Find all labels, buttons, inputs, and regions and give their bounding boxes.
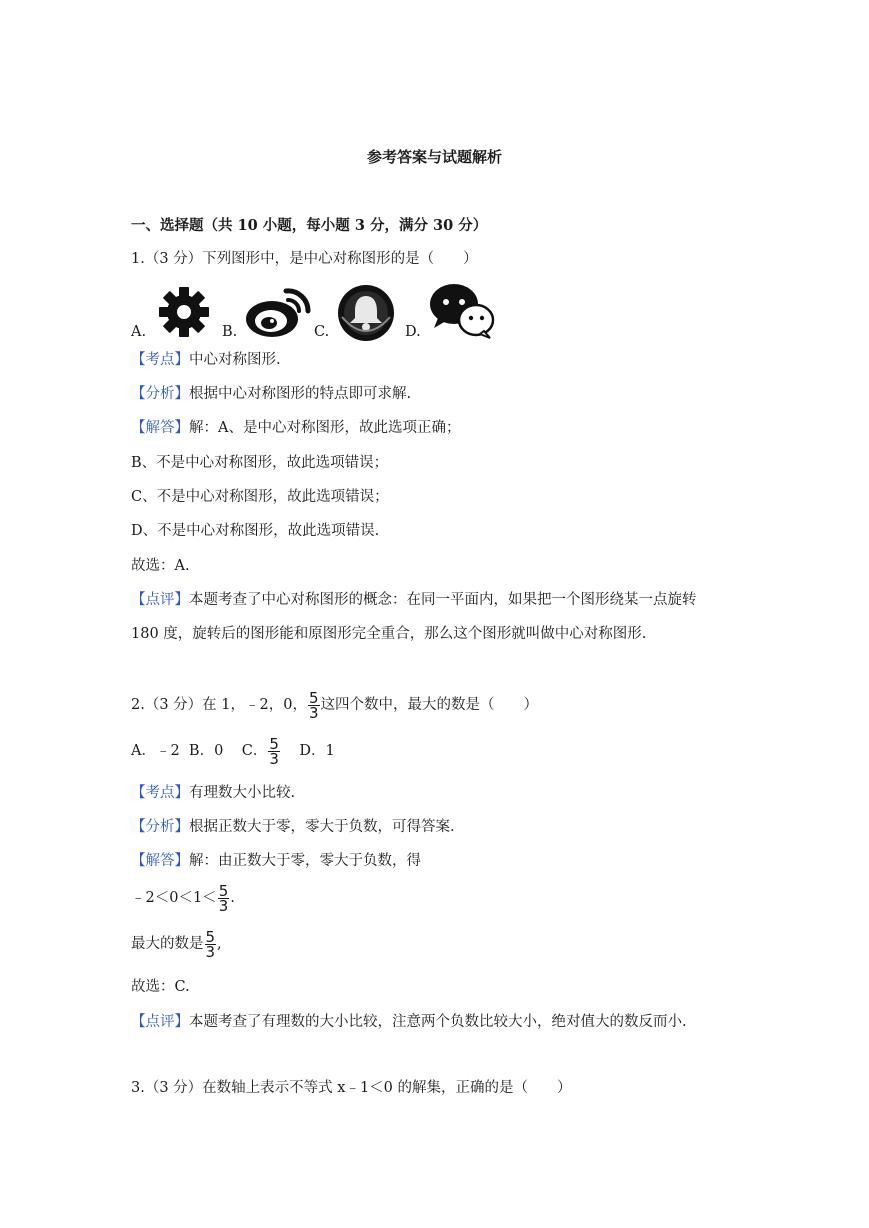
inequality-end: . xyxy=(230,890,235,906)
q2-option-a: A．﹣2 xyxy=(131,743,180,759)
fraction-denominator: 3 xyxy=(269,749,279,768)
q2-fenxi xyxy=(131,817,455,837)
q1-dianping xyxy=(131,590,697,610)
option-a-label: A. xyxy=(131,324,147,340)
dianping-text: 本题考查了中心对称图形的概念：在同一平面内，如果把一个图形绕某一点旋转 xyxy=(189,592,697,608)
fraction-denominator: 3 xyxy=(205,942,216,961)
question-3-stem: 3.（3 分）在数轴上表示不等式 x﹣1＜0 的解集，正确的是（ ） xyxy=(131,1080,572,1096)
fraction-numerator: 5 xyxy=(269,734,279,753)
kaodian-tag: 【考点】 xyxy=(131,352,189,368)
max-end: , xyxy=(217,936,222,952)
q1-dianping-cont: 180 度，旋转后的图形能和原图形完全重合，那么这个图形就叫做中心对称图形. xyxy=(131,626,647,642)
question-1-stem: 1.（3 分）下列图形中，是中心对称图形的是（ ） xyxy=(131,251,478,267)
kaodian-text: 中心对称图形. xyxy=(189,352,281,368)
q2-jieda xyxy=(131,851,421,871)
section-heading: 一、选择题（共 10 小题，每小题 3 分，满分 30 分） xyxy=(131,217,488,234)
fraction-five-thirds xyxy=(268,734,280,768)
inequality-text: ﹣2＜0＜1＜ xyxy=(131,890,217,906)
kaodian-text: 有理数大小比较. xyxy=(189,785,296,801)
weibo-icon xyxy=(242,285,314,339)
bell-logo-icon xyxy=(336,283,396,343)
fraction-numerator: 5 xyxy=(308,688,319,707)
max-text: 最大的数是 xyxy=(131,936,204,952)
option-c-label: C. xyxy=(314,324,330,340)
q2-option-d: D．1 xyxy=(299,743,335,759)
gear-icon xyxy=(156,284,212,340)
page-title: 参考答案与试题解析 xyxy=(366,148,502,166)
question-2-options xyxy=(131,736,335,766)
option-d-label: D. xyxy=(405,324,421,340)
fraction-five-thirds xyxy=(218,881,230,915)
q1-kaodian xyxy=(131,350,281,370)
wechat-icon xyxy=(428,280,496,340)
q2-kaodian xyxy=(131,783,295,803)
q1-fenxi xyxy=(131,384,411,404)
fenxi-tag: 【分析】 xyxy=(131,819,189,835)
q2-option-b: B．0 xyxy=(188,743,224,759)
q2-inequality xyxy=(131,883,235,913)
option-b-label: B. xyxy=(222,324,238,340)
dianping-text: 本题考查了有理数的大小比较，注意两个负数比较大小，绝对值大的数反而小. xyxy=(189,1014,687,1030)
question-2-stem xyxy=(131,690,538,720)
dianping-tag: 【点评】 xyxy=(131,592,189,608)
fenxi-text: 根据正数大于零，零大于负数，可得答案. xyxy=(189,819,455,835)
q1-jieda xyxy=(131,418,460,438)
q1-answer: 故选：A. xyxy=(131,558,190,574)
q1-line-d: D、不是中心对称图形，故此选项错误. xyxy=(131,523,380,539)
q2-stem-post: 这四个数中，最大的数是（ ） xyxy=(320,697,539,713)
fraction-numerator: 5 xyxy=(205,927,216,946)
q2-answer: 故选：C. xyxy=(131,979,190,995)
q2-stem-pre: 2.（3 分）在 1，﹣2，0， xyxy=(131,697,307,713)
jieda-text: 解：A、是中心对称图形，故此选项正确； xyxy=(189,420,461,436)
jieda-tag: 【解答】 xyxy=(131,420,189,436)
dianping-tag: 【点评】 xyxy=(131,1014,189,1030)
fraction-denominator: 3 xyxy=(308,703,319,722)
q2-max-line xyxy=(131,929,222,959)
q2-option-c: C． xyxy=(241,743,268,759)
jieda-text: 解：由正数大于零，零大于负数，得 xyxy=(189,853,421,869)
jieda-tag: 【解答】 xyxy=(131,853,189,869)
fraction-five-thirds xyxy=(308,688,320,722)
fraction-numerator: 5 xyxy=(218,881,229,900)
q1-line-c: C、不是中心对称图形，故此选项错误； xyxy=(131,489,389,505)
fraction-five-thirds xyxy=(205,927,217,961)
kaodian-tag: 【考点】 xyxy=(131,785,189,801)
q2-dianping xyxy=(131,1012,687,1032)
fenxi-tag: 【分析】 xyxy=(131,386,189,402)
q1-line-b: B、不是中心对称图形，故此选项错误； xyxy=(131,455,389,471)
fenxi-text: 根据中心对称图形的特点即可求解. xyxy=(189,386,412,402)
fraction-denominator: 3 xyxy=(218,896,229,915)
